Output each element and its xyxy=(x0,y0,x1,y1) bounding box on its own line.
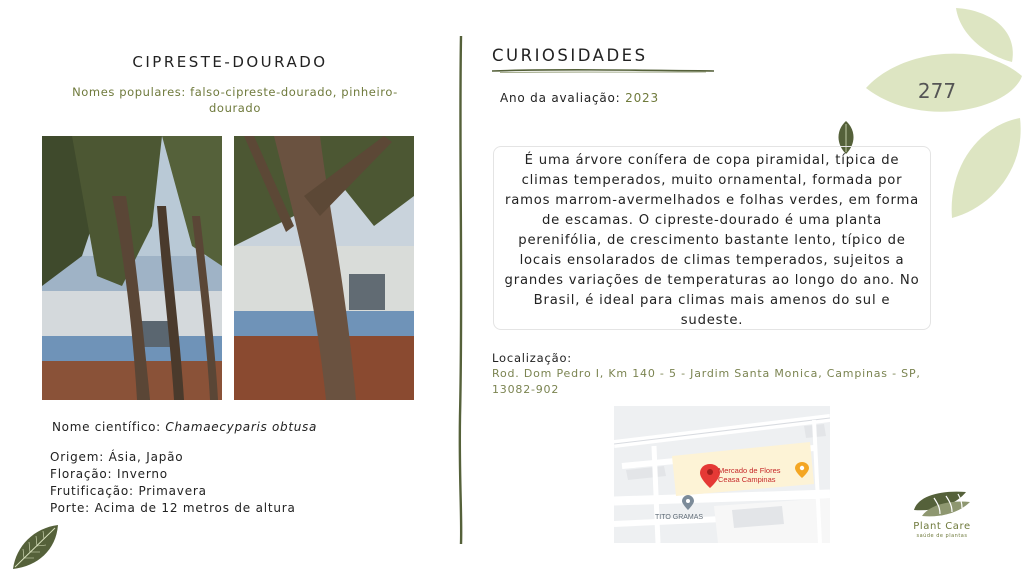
plant-title: CIPRESTE-DOURADO xyxy=(132,53,328,71)
plant-facts xyxy=(50,449,296,517)
plant-photo-2 xyxy=(234,136,414,400)
scientific-name: Chamaecyparis obtusa xyxy=(165,420,318,434)
column-divider xyxy=(456,36,466,544)
brand-tagline: saúde de plantas xyxy=(916,533,968,539)
curiosity-description: É uma árvore conífera de copa piramidal, típica de climas temperados, muito ornamental, formada por ramos marrom-avermelhados e folhas verdes, em forma de escamas. O cipreste-dourado é uma planta perenifólia, de crescimento bastante lento, típico de locais ensolarados de climas temperados, sujeitos a grandes variações de temperaturas ao longo do ano. No Brasil, é ideal para climas mais amenos do sul e sudeste. xyxy=(493,146,931,330)
location-address: Rod. Dom Pedro I, Km 140 - 5 - Jardim Santa Monica, Campinas - SP, 13082-902 xyxy=(492,367,921,396)
year-value: 2023 xyxy=(625,91,659,105)
brand-name: Plant Care xyxy=(913,521,971,532)
page-number: 277 xyxy=(917,79,957,103)
title-underline xyxy=(490,66,716,76)
map-marker-label-1: Mercado de Flores xyxy=(718,466,781,475)
year-label: Ano da avaliação: xyxy=(500,91,621,105)
location-map[interactable] xyxy=(614,406,830,543)
location-label: Localização: xyxy=(492,351,572,365)
plant-photo-1 xyxy=(42,136,222,400)
corner-leaf-icon xyxy=(10,522,62,572)
curiosities-title: CURIOSIDADES xyxy=(492,46,648,65)
leaf-bottom xyxy=(952,118,1021,218)
scientific-label: Nome científico: xyxy=(52,420,161,434)
leaf-top xyxy=(956,8,1013,62)
evaluation-year xyxy=(500,91,659,105)
fact-origin: Origem: Ásia, Japão xyxy=(50,450,184,464)
fact-size: Porte: Acima de 12 metros de altura xyxy=(50,501,296,515)
map-marker-label-2: Ceasa Campinas xyxy=(718,475,776,484)
scientific-name-line xyxy=(52,420,317,434)
fact-flowering: Floração: Inverno xyxy=(50,467,168,481)
popular-names: Nomes populares: falso-cipreste-dourado, pinheiro-dourado xyxy=(72,85,398,115)
fact-fruiting: Frutificação: Primavera xyxy=(50,484,207,498)
map-poi-label: TITO GRAMAS xyxy=(655,514,704,521)
